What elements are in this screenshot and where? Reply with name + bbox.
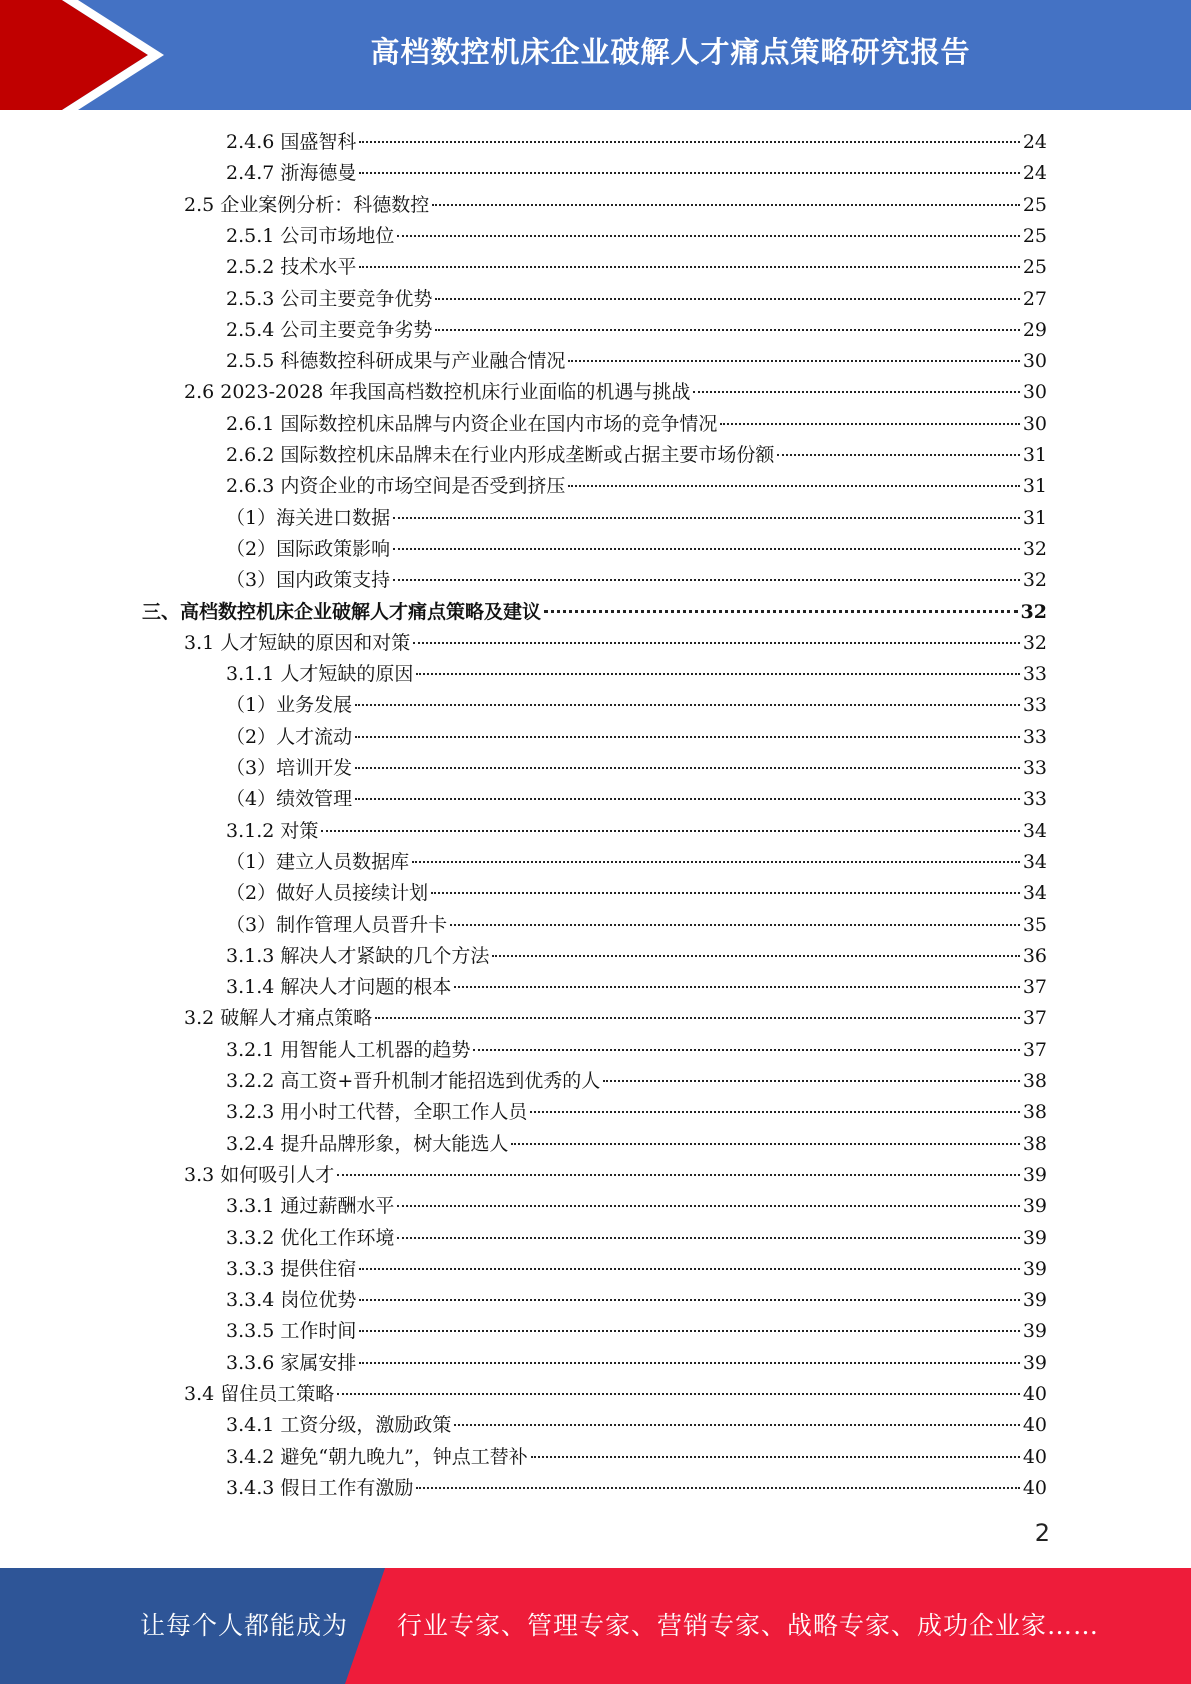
- toc-entry-page: 40: [1022, 1445, 1047, 1468]
- toc-entry[interactable]: [226, 972, 1047, 1003]
- toc-entry-title: （2）国际政策影响: [226, 537, 391, 560]
- toc-dot-leader: [435, 329, 1019, 331]
- toc-entry-title: 3.3.2 优化工作环境: [226, 1226, 395, 1249]
- toc-entry-page: 38: [1022, 1101, 1047, 1124]
- toc-dot-leader: [720, 423, 1019, 425]
- toc-entry-page: 38: [1022, 1070, 1047, 1092]
- toc-entry-page: 34: [1022, 850, 1047, 873]
- toc-dot-leader: [454, 1424, 1019, 1426]
- toc-entry-page: 32: [1022, 537, 1047, 560]
- footer-slogan-left: 让每个人都能成为: [140, 1611, 349, 1640]
- toc-dot-leader: [530, 1111, 1019, 1113]
- toc-entry-page: 25: [1022, 193, 1047, 216]
- toc-dot-leader: [412, 861, 1020, 863]
- toc-dot-leader: [413, 642, 1020, 644]
- toc-entry-page: 34: [1022, 882, 1047, 905]
- toc-dot-leader: [544, 610, 1018, 613]
- toc-entry[interactable]: [226, 315, 1047, 346]
- toc-entry-title: 2.4.7 浙海德曼: [226, 162, 357, 185]
- toc-entry[interactable]: [184, 1003, 1047, 1034]
- toc-entry-title: （1）业务发展: [226, 694, 353, 717]
- toc-entry[interactable]: [226, 440, 1047, 471]
- toc-entry[interactable]: [226, 722, 1047, 753]
- toc-entry-title: 2.6 2023-2028 年我国高档数控机床行业面临的机遇与挑战: [184, 381, 691, 404]
- toc-entry-title: 3.1.3 解决人才紧缺的几个方法: [226, 944, 490, 967]
- toc-entry-title: 2.5.5 科德数控科研成果与产业融合情况: [226, 350, 566, 373]
- toc-entry[interactable]: [226, 127, 1047, 158]
- toc-entry-page: 32: [1022, 631, 1047, 654]
- toc-entry-page: 39: [1022, 1289, 1047, 1312]
- toc-entry-page: 33: [1022, 757, 1047, 779]
- toc-entry[interactable]: [226, 284, 1047, 315]
- toc-entry[interactable]: [226, 847, 1047, 878]
- toc-dot-leader: [393, 579, 1020, 581]
- toc-entry-page: 39: [1022, 1320, 1047, 1343]
- toc-dot-leader: [431, 892, 1020, 894]
- toc-dot-leader: [355, 767, 1020, 769]
- toc-dot-leader: [397, 235, 1019, 237]
- toc-dot-leader: [337, 1174, 1020, 1176]
- toc-entry-page: 33: [1022, 788, 1047, 811]
- toc-dot-leader: [568, 360, 1019, 362]
- toc-entry-title: （1）建立人员数据库: [226, 850, 410, 873]
- header-banner: [0, 0, 1191, 110]
- toc-entry-page: 38: [1022, 1132, 1047, 1155]
- toc-dot-leader: [492, 955, 1019, 957]
- toc-entry[interactable]: [226, 659, 1047, 690]
- toc-entry[interactable]: [226, 1254, 1047, 1285]
- toc-entry-title: 2.6.3 内资企业的市场空间是否受到挤压: [226, 475, 566, 498]
- toc-entry-title: 3.1.1 人才短缺的原因: [226, 663, 414, 686]
- toc-dot-leader: [359, 1362, 1019, 1364]
- toc-dot-leader: [375, 1017, 1020, 1019]
- toc-entry-title: （3）国内政策支持: [226, 569, 391, 592]
- toc-entry-title: 3.3 如何吸引人才: [184, 1163, 335, 1186]
- toc-entry-page: 37: [1022, 976, 1047, 999]
- toc-entry-page: 39: [1022, 1195, 1047, 1218]
- toc-entry-page: 39: [1022, 1226, 1047, 1249]
- toc-entry-title: （4）绩效管理: [226, 788, 353, 811]
- toc-entry-page: 25: [1022, 256, 1047, 279]
- toc-entry-title: 3.3.5 工作时间: [226, 1320, 357, 1343]
- toc-entry-page: 32: [1022, 569, 1047, 592]
- toc-entry[interactable]: [226, 565, 1047, 596]
- toc-dot-leader: [359, 1268, 1019, 1270]
- toc-entry[interactable]: [226, 534, 1047, 565]
- toc-entry-page: 39: [1022, 1351, 1047, 1374]
- toc-entry[interactable]: [226, 503, 1047, 534]
- toc-entry[interactable]: [226, 346, 1047, 377]
- toc-entry-title: 2.5.4 公司主要竞争劣势: [226, 318, 433, 341]
- footer-banner: [0, 1568, 1191, 1684]
- toc-entry-title: 3.3.3 提供住宿: [226, 1257, 357, 1280]
- toc-entry-title: 2.5.1 公司市场地位: [226, 224, 395, 247]
- toc-entry[interactable]: [226, 1348, 1047, 1379]
- toc-entry-page: 31: [1022, 444, 1047, 466]
- toc-entry[interactable]: [184, 1160, 1047, 1191]
- toc-dot-leader: [393, 548, 1020, 550]
- toc-entry[interactable]: [226, 1097, 1047, 1128]
- toc-dot-leader: [359, 1299, 1019, 1301]
- toc-entry-page: 35: [1022, 913, 1047, 936]
- toc-entry-page: 37: [1022, 1007, 1047, 1030]
- toc-entry-page: 34: [1022, 819, 1047, 842]
- toc-entry[interactable]: [226, 878, 1047, 909]
- toc-entry-page: 36: [1022, 944, 1047, 967]
- toc-entry-title: 2.6.1 国际数控机床品牌与内资企业在国内市场的竞争情况: [226, 412, 718, 435]
- toc-entry-title: （1）海关进口数据: [226, 506, 391, 529]
- toc-entry-title: 3.4 留住员工策略: [184, 1383, 335, 1405]
- toc-dot-leader: [693, 391, 1019, 393]
- toc-dot-leader: [359, 1330, 1019, 1332]
- toc-entry[interactable]: [184, 1379, 1047, 1410]
- toc-entry-page: 24: [1022, 131, 1047, 153]
- toc-dot-leader: [603, 1080, 1020, 1082]
- toc-entry-page: 25: [1022, 224, 1047, 247]
- toc-entry-title: 2.6.2 国际数控机床品牌未在行业内形成垄断或占据主要市场份额: [226, 444, 775, 466]
- toc-entry[interactable]: [226, 1285, 1047, 1316]
- toc-dot-leader: [473, 1049, 1019, 1051]
- toc-entry-title: 3.2.2 高工资+晋升机制才能招选到优秀的人: [226, 1070, 601, 1092]
- toc-entry-title: 3.3.6 家属安排: [226, 1351, 357, 1374]
- toc-dot-leader: [777, 454, 1019, 456]
- toc-entry[interactable]: [226, 1473, 1047, 1504]
- toc-entry-page: 31: [1022, 475, 1047, 498]
- toc-entry[interactable]: [184, 190, 1047, 221]
- toc-entry[interactable]: [184, 377, 1047, 408]
- toc-entry-page: 39: [1022, 1163, 1047, 1186]
- toc-entry[interactable]: [184, 628, 1047, 659]
- toc-entry-title: 3.1.2 对策: [226, 819, 319, 842]
- toc-dot-leader: [355, 798, 1020, 800]
- toc-entry[interactable]: [226, 221, 1047, 252]
- toc-entry-title: 2.4.6 国盛智科: [226, 131, 357, 153]
- toc-entry[interactable]: [226, 1223, 1047, 1254]
- toc-entry-title: （3）制作管理人员晋升卡: [226, 913, 448, 936]
- toc-dot-leader: [450, 924, 1020, 926]
- toc-entry-page: 33: [1022, 725, 1047, 748]
- footer-slogan-right: 行业专家、管理专家、营销专家、战略专家、成功企业家……: [397, 1611, 1100, 1640]
- toc-dot-leader: [355, 704, 1020, 706]
- toc-dot-leader: [359, 172, 1019, 174]
- toc-dot-leader: [393, 517, 1020, 519]
- toc-entry[interactable]: [226, 1191, 1047, 1222]
- toc-entry[interactable]: [226, 753, 1047, 784]
- toc-entry[interactable]: [226, 1066, 1047, 1097]
- toc-dot-leader: [337, 1393, 1020, 1395]
- toc-entry-page: 30: [1022, 412, 1047, 435]
- toc-entry-title: 三、高档数控机床企业破解人才痛点策略及建议: [142, 600, 542, 623]
- toc-dot-leader: [435, 298, 1019, 300]
- toc-entry[interactable]: [226, 471, 1047, 502]
- toc-entry-page: 29: [1022, 318, 1047, 341]
- toc-dot-leader: [416, 673, 1019, 675]
- toc-entry-page: 30: [1022, 381, 1047, 404]
- toc-entry-page: 30: [1022, 350, 1047, 373]
- toc-dot-leader: [355, 736, 1020, 738]
- toc-entry-title: 3.2.3 用小时工代替，全职工作人员: [226, 1101, 528, 1124]
- toc-entry-page: 40: [1022, 1414, 1047, 1437]
- toc-entry-page: 40: [1022, 1383, 1047, 1405]
- toc-dot-leader: [511, 1143, 1019, 1145]
- header-title: 高档数控机床企业破解人才痛点策略研究报告: [370, 34, 971, 69]
- toc-entry-title: 3.3.4 岗位优势: [226, 1289, 357, 1312]
- toc-entry-page: 24: [1022, 162, 1047, 185]
- toc-entry-title: 3.4.1 工资分级，激励政策: [226, 1414, 452, 1437]
- toc-dot-leader: [321, 830, 1019, 832]
- toc-entry-title: 3.1.4 解决人才问题的根本: [226, 976, 452, 999]
- toc-entry-title: 2.5.2 技术水平: [226, 256, 357, 279]
- toc-entry-title: 3.2.1 用智能人工机器的趋势: [226, 1038, 471, 1061]
- toc-entry-title: 3.4.2 避免“朝九晚九”，钟点工替补: [226, 1445, 528, 1468]
- toc-entry[interactable]: [226, 252, 1047, 283]
- toc-entry[interactable]: [226, 1316, 1047, 1347]
- toc-dot-leader: [397, 1237, 1019, 1239]
- toc-entry-title: 2.5.3 公司主要竞争优势: [226, 287, 433, 310]
- toc-entry[interactable]: [142, 597, 1047, 628]
- toc-dot-leader: [568, 485, 1019, 487]
- toc-entry[interactable]: [226, 816, 1047, 847]
- page-number: 2: [1034, 1519, 1050, 1547]
- toc-entry[interactable]: [226, 409, 1047, 440]
- toc-entry[interactable]: [226, 784, 1047, 815]
- toc-entry[interactable]: [226, 1129, 1047, 1160]
- toc-entry-page: 33: [1022, 663, 1047, 686]
- toc-entry-page: 37: [1022, 1038, 1047, 1061]
- toc-dot-leader: [416, 1487, 1019, 1489]
- toc-dot-leader: [531, 1456, 1020, 1458]
- toc-entry[interactable]: [226, 1035, 1047, 1066]
- toc-entry[interactable]: [226, 690, 1047, 721]
- toc-entry-page: 40: [1022, 1476, 1047, 1499]
- toc-entry-page: 31: [1022, 506, 1047, 529]
- toc-dot-leader: [454, 986, 1019, 988]
- toc-entry-page: 32: [1020, 600, 1047, 623]
- toc-entry-title: 3.4.3 假日工作有激励: [226, 1476, 414, 1499]
- toc-dot-leader: [359, 266, 1019, 268]
- toc-dot-leader: [397, 1205, 1019, 1207]
- toc-entry-title: 2.5 企业案例分析：科德数控: [184, 193, 430, 216]
- toc-entry-title: 3.1 人才短缺的原因和对策: [184, 631, 411, 654]
- toc-entry-page: 39: [1022, 1257, 1047, 1280]
- toc-entry[interactable]: [226, 1442, 1047, 1473]
- toc-entry[interactable]: [226, 1410, 1047, 1441]
- toc-entry[interactable]: [226, 941, 1047, 972]
- toc-entry-title: （3）培训开发: [226, 757, 353, 779]
- toc-entry[interactable]: [226, 910, 1047, 941]
- toc-entry-page: 33: [1022, 694, 1047, 717]
- toc-entry-title: 3.2 破解人才痛点策略: [184, 1007, 373, 1030]
- toc-entry-page: 27: [1022, 287, 1047, 310]
- toc-entry-title: （2）做好人员接续计划: [226, 882, 429, 905]
- toc-entry-title: 3.3.1 通过薪酬水平: [226, 1195, 395, 1218]
- toc-entry-title: 3.2.4 提升品牌形象，树大能选人: [226, 1132, 509, 1155]
- toc-dot-leader: [359, 141, 1019, 143]
- toc-entry-title: （2）人才流动: [226, 725, 353, 748]
- toc-dot-leader: [432, 204, 1020, 206]
- toc-entry[interactable]: [226, 158, 1047, 189]
